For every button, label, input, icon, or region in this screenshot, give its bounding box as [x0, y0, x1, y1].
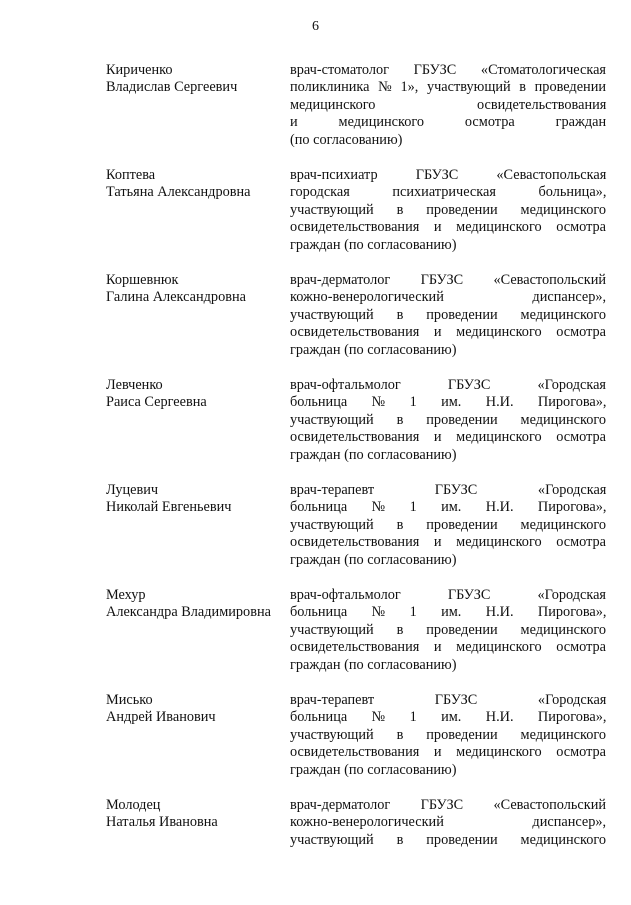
description-line: городская психиатрическая больница», — [290, 184, 607, 201]
description-line: участвующий в проведении медицинского — [290, 306, 606, 323]
person-surname: Кириченко — [106, 62, 173, 78]
description-line: врач-дерматолог ГБУЗС «Севастопольский — [290, 272, 606, 288]
description-line: поликлиника № 1», участвующий в проведении — [290, 79, 606, 96]
description-line: больница № 1 им. Н.И. Пирогова», — [290, 709, 607, 726]
person-role-description — [290, 692, 606, 779]
person-given-names: Галина Александровна — [106, 289, 246, 306]
person-name — [106, 482, 286, 517]
description-line: граждан (по согласованию) — [290, 761, 457, 778]
description-line: освидетельствования и медицинского осмотра — [290, 324, 606, 341]
person-role-description — [290, 587, 606, 674]
person-given-names: Татьяна Александровна — [106, 184, 251, 201]
description-line: врач-офтальмолог ГБУЗС «Городская — [290, 587, 606, 603]
person-name — [106, 692, 286, 727]
person-given-names: Николай Евгеньевич — [106, 499, 232, 516]
description-line: участвующий в проведении медицинского — [290, 516, 606, 533]
person-given-names: Владислав Сергеевич — [106, 79, 238, 96]
person-role-description — [290, 272, 606, 359]
person-role-description — [290, 167, 606, 254]
person-role-description — [290, 377, 606, 464]
description-line: врач-терапевт ГБУЗС «Городская — [290, 692, 607, 708]
person-role-description — [290, 482, 606, 569]
person-name — [106, 272, 286, 307]
person-given-names: Наталья Ивановна — [106, 814, 218, 831]
description-line: больница № 1 им. Н.И. Пирогова», — [290, 499, 607, 516]
person-role-description — [290, 62, 606, 149]
person-surname: Мехур — [106, 587, 146, 603]
description-line: кожно-венерологический диспансер», — [290, 289, 607, 306]
person-given-names: Александра Владимировна — [106, 604, 271, 621]
person-name — [106, 62, 286, 97]
person-surname: Молодец — [106, 797, 161, 813]
person-surname: Коптева — [106, 167, 156, 183]
description-line: граждан (по согласованию) — [290, 551, 457, 568]
person-given-names: Андрей Иванович — [106, 709, 216, 726]
person-name — [106, 797, 286, 832]
description-line: кожно-венерологический диспансер», — [290, 814, 607, 831]
description-line: участвующий в проведении медицинского — [290, 411, 606, 428]
person-surname: Луцевич — [106, 482, 159, 498]
person-name — [106, 587, 286, 622]
description-line: освидетельствования и медицинского осмотра — [290, 534, 606, 551]
person-surname: Коршевнюк — [106, 272, 179, 288]
page-number: 6 — [312, 19, 319, 34]
person-surname: Левченко — [106, 377, 163, 393]
description-line: врач-психиатр ГБУЗС «Севастопольская — [290, 167, 607, 183]
description-line: медицинского освидетельствования — [290, 96, 607, 113]
description-line: и медицинского осмотра граждан — [290, 114, 607, 131]
description-line: граждан (по согласованию) — [290, 341, 457, 358]
description-line: участвующий в проведении медицинского — [290, 726, 606, 743]
description-line: больница № 1 им. Н.И. Пирогова», — [290, 394, 607, 411]
description-line: (по согласованию) — [290, 131, 403, 148]
description-line: граждан (по согласованию) — [290, 656, 457, 673]
description-line: освидетельствования и медицинского осмотра — [290, 429, 606, 446]
person-surname: Мисько — [106, 692, 153, 708]
person-name — [106, 167, 286, 202]
description-line: врач-дерматолог ГБУЗС «Севастопольский — [290, 797, 606, 813]
description-line: освидетельствования и медицинского осмотра — [290, 219, 606, 236]
description-line: больница № 1 им. Н.И. Пирогова», — [290, 604, 607, 621]
person-role-description — [290, 797, 606, 849]
description-line: граждан (по согласованию) — [290, 446, 457, 463]
description-line: освидетельствования и медицинского осмотра — [290, 744, 606, 761]
description-line: граждан (по согласованию) — [290, 236, 457, 253]
description-line: участвующий в проведении медицинского — [290, 831, 606, 848]
description-line: врач-офтальмолог ГБУЗС «Городская — [290, 377, 606, 393]
description-line: врач-терапевт ГБУЗС «Городская — [290, 482, 607, 498]
person-name — [106, 377, 286, 412]
description-line: освидетельствования и медицинского осмотра — [290, 639, 606, 656]
description-line: участвующий в проведении медицинского — [290, 621, 606, 638]
person-given-names: Раиса Сергеевна — [106, 394, 207, 411]
description-line: врач-стоматолог ГБУЗС «Стоматологическая — [290, 62, 606, 78]
description-line: участвующий в проведении медицинского — [290, 201, 606, 218]
